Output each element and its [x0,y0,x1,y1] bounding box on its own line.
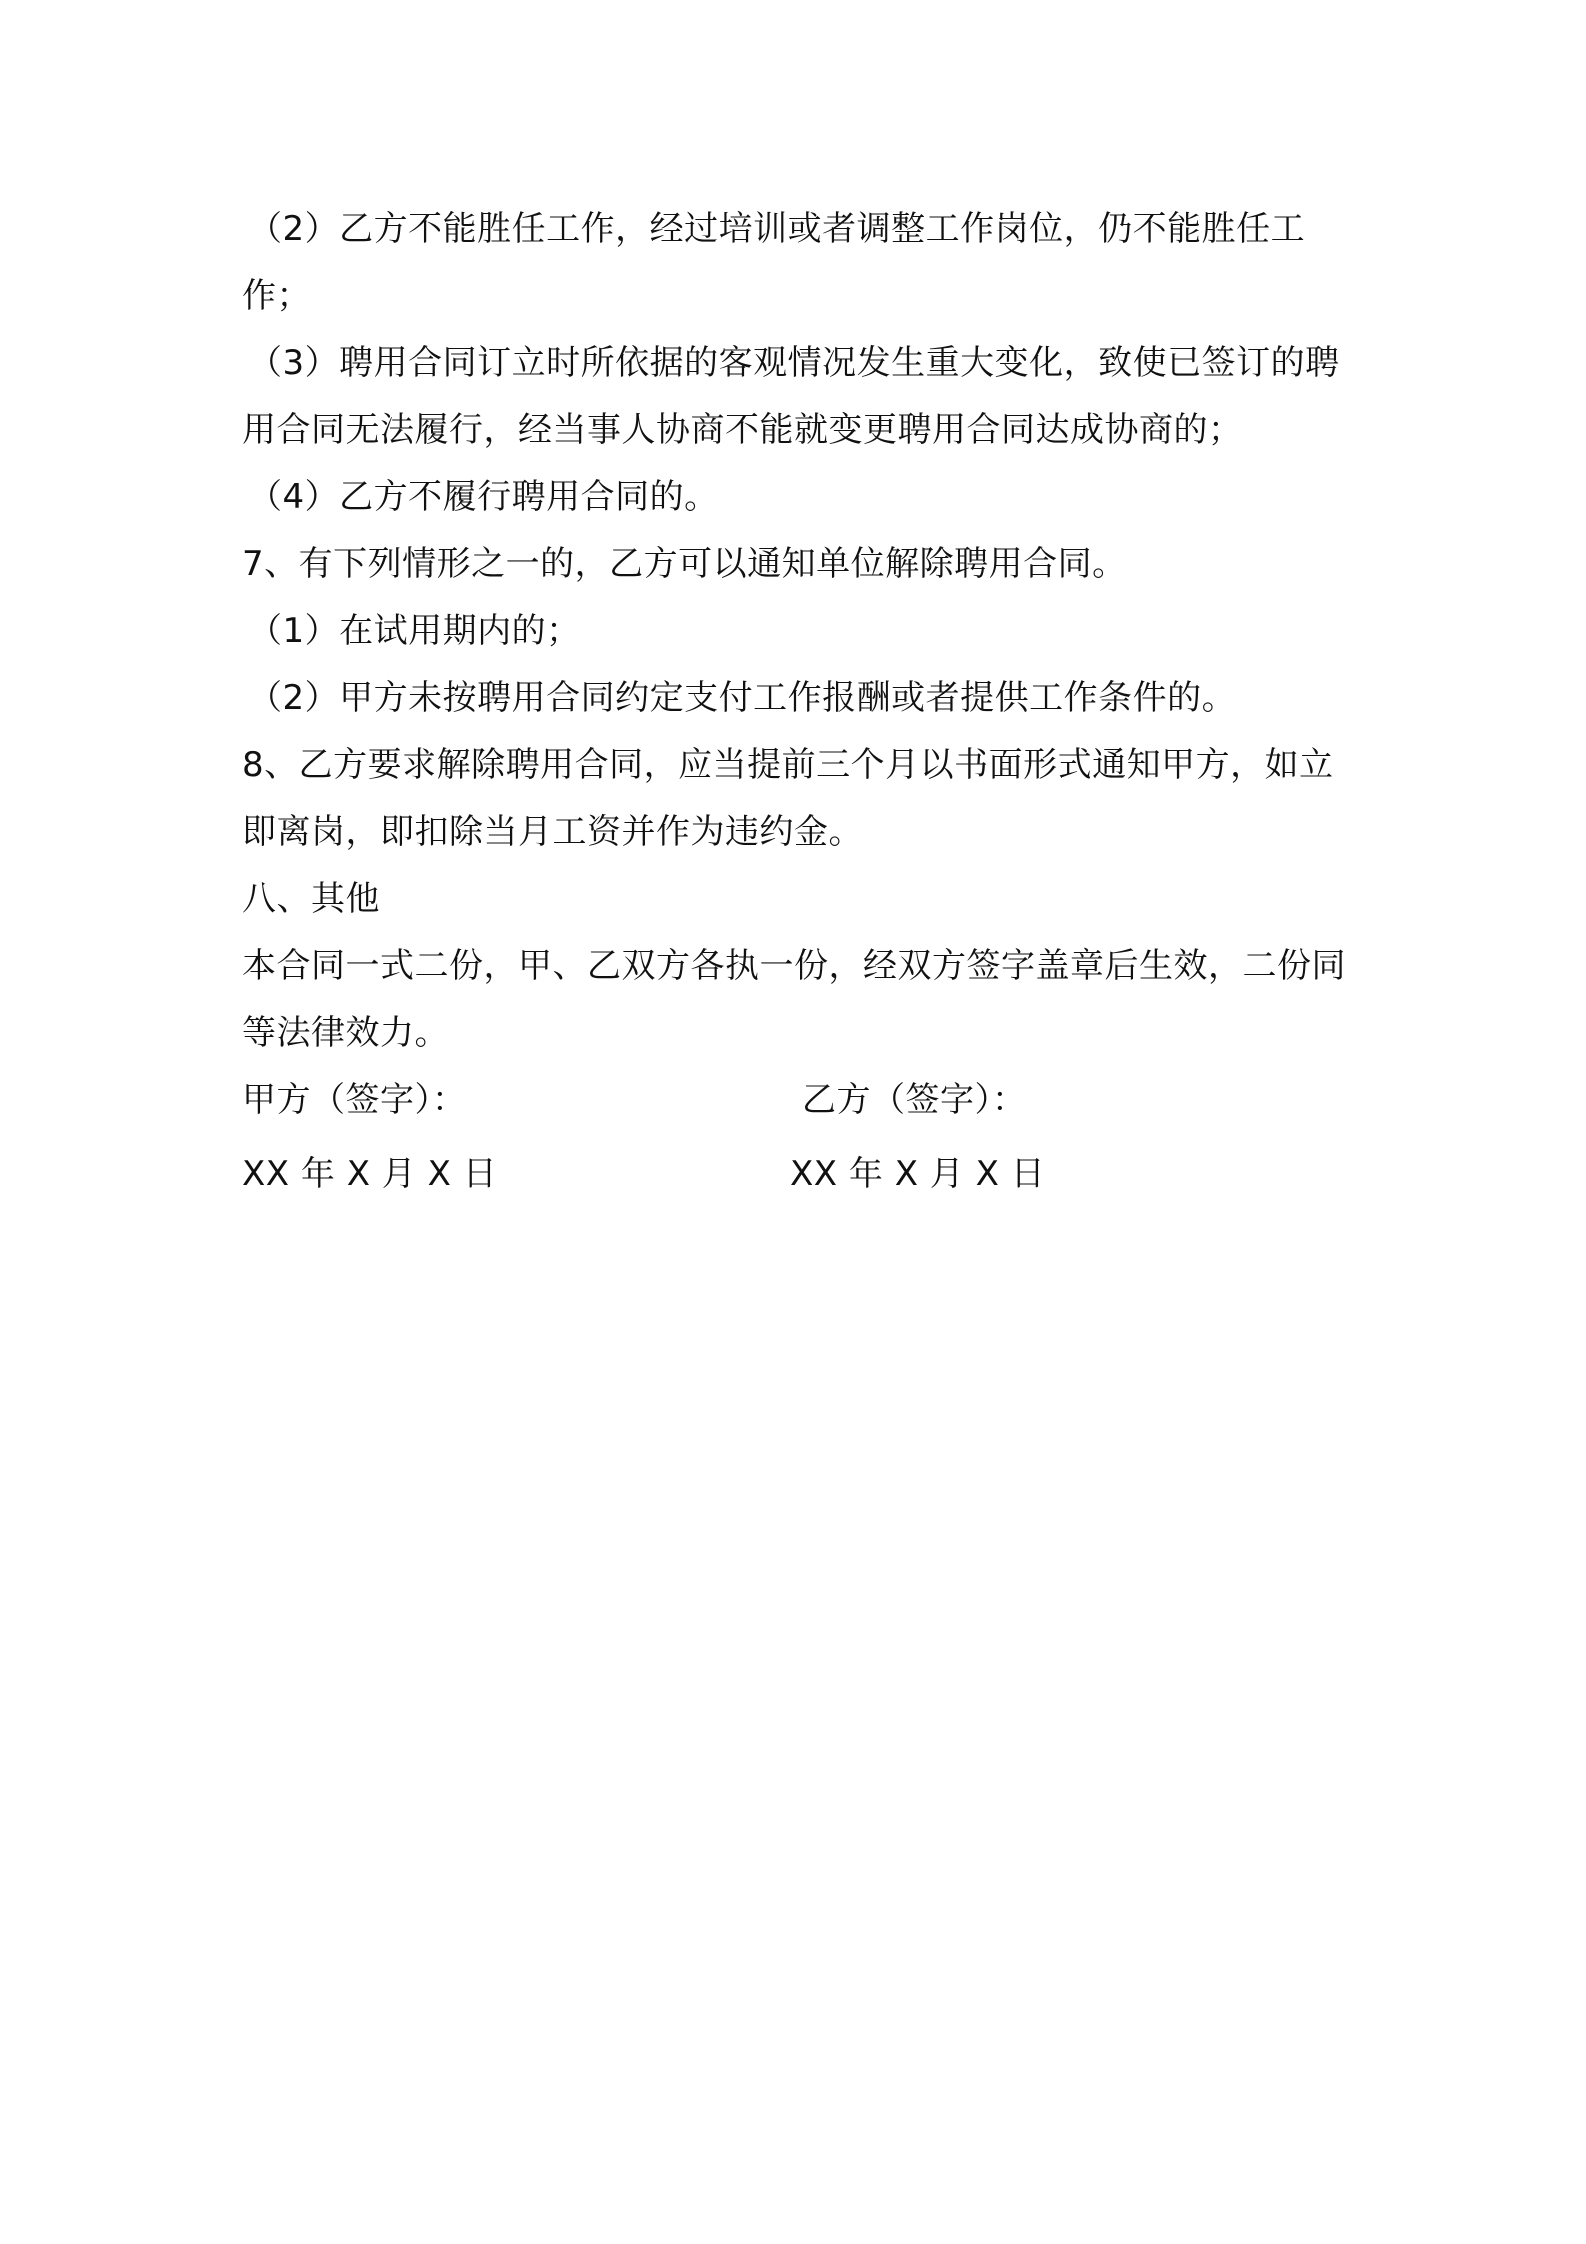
party-b-date: XX 年 X 月 X 日 [790,1154,1046,1194]
clause-7: 7、有下列情形之一的，乙方可以通知单位解除聘用合同。 [242,544,1127,584]
signature-row [242,1067,1362,1141]
clause-7-item-2: （2）甲方未按聘用合同约定支付工作报酬或者提供工作条件的。 [248,678,1237,718]
closing-paragraph: 本合同一式二份，甲、乙双方各执一份，经双方签字盖章后生效，二份同等法律效力。 [242,946,1346,1053]
document-body [242,196,1362,1215]
clause-8: 8、乙方要求解除聘用合同，应当提前三个月以书面形式通知甲方，如立即离岗，即扣除当月工资并作为违约金。 [242,745,1334,852]
section-8-heading: 八、其他 [242,879,380,919]
clause-6-item-2: （2）乙方不能胜任工作，经过培训或者调整工作岗位，仍不能胜任工作； [242,209,1306,316]
date-row [242,1141,1362,1215]
clause-6-item-3: （3）聘用合同订立时所依据的客观情况发生重大变化，致使已签订的聘用合同无法履行，经当事人协商不能就变更聘用合同达成协商的； [242,343,1340,450]
party-a-date: XX 年 X 月 X 日 [242,1154,498,1194]
clause-7-item-1: （1）在试用期内的； [248,611,581,651]
party-b-signature-label: 乙方（签字）： [802,1080,1027,1120]
party-a-signature-label: 甲方（签字）： [242,1080,467,1120]
clause-6-item-4: （4）乙方不履行聘用合同的。 [248,477,719,517]
